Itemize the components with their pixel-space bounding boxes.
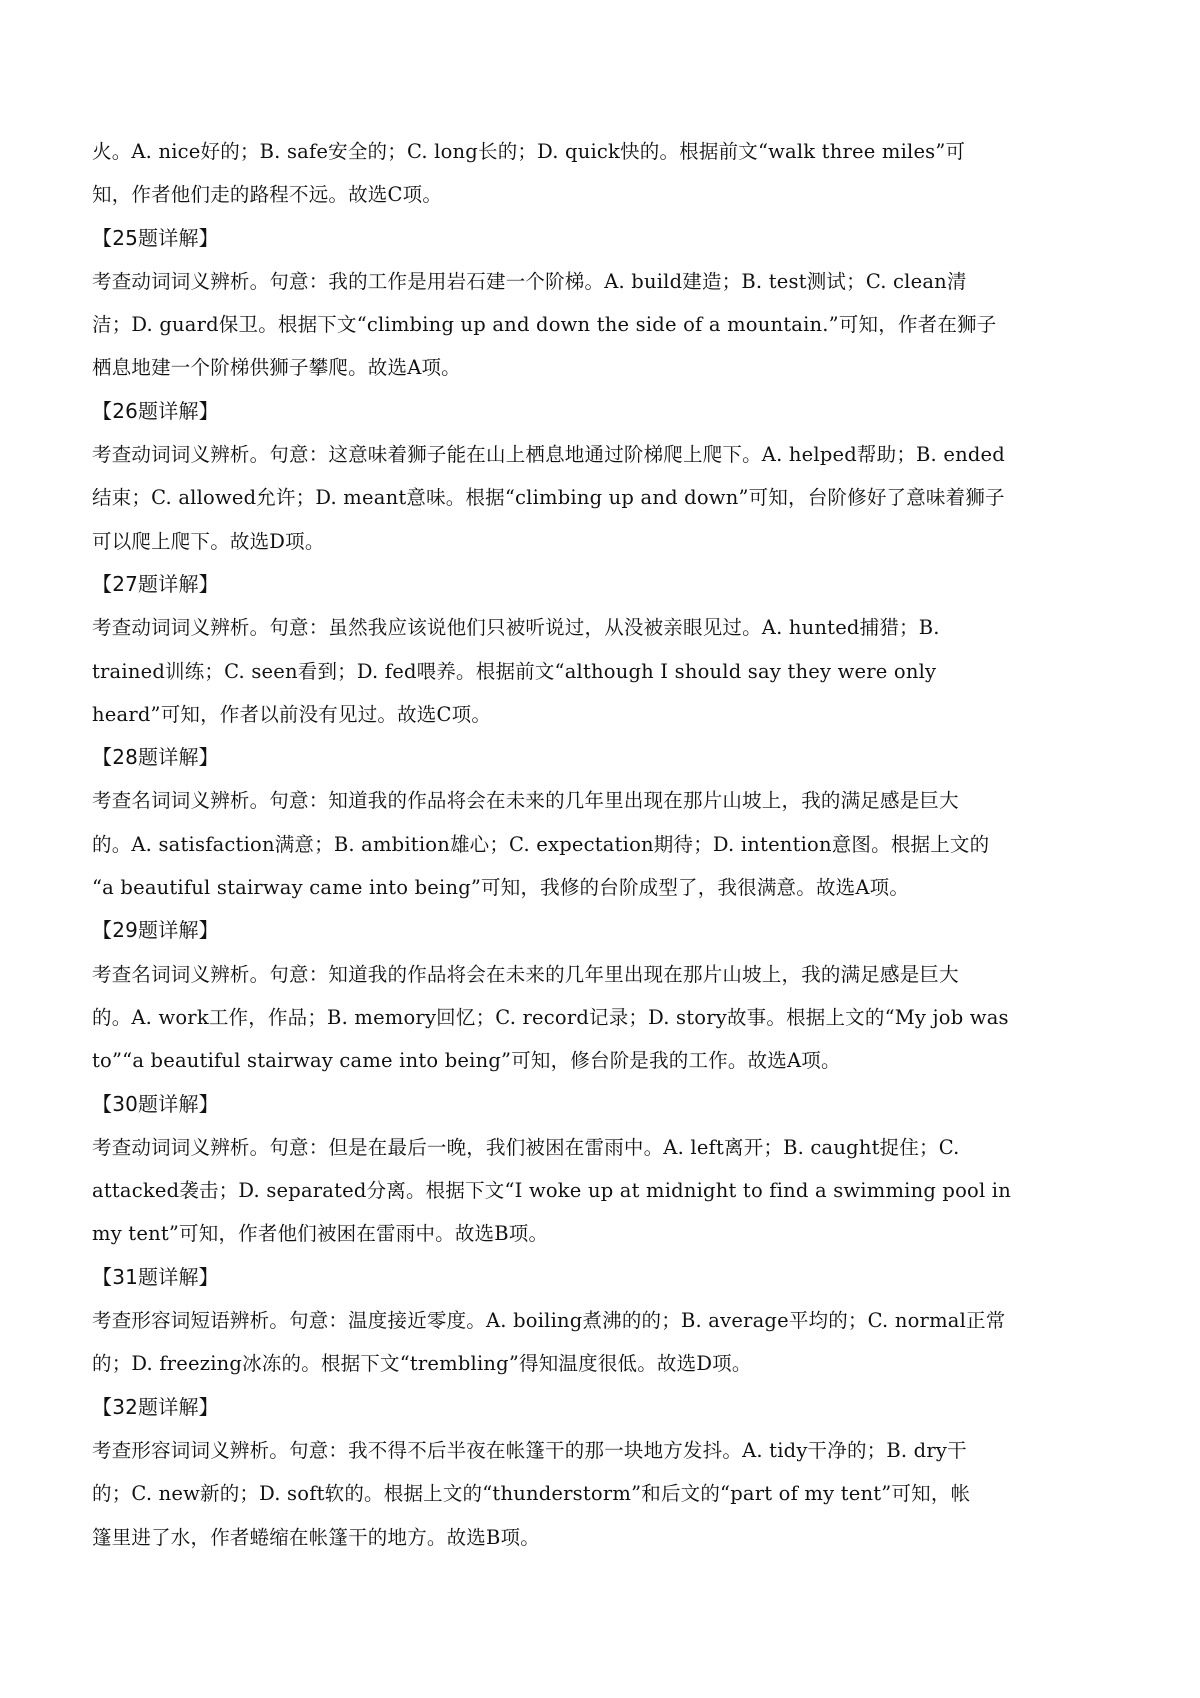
section-heading: 【31题详解】 <box>92 1264 219 1289</box>
answer-explanations <box>92 130 1122 1559</box>
paragraph-line: 考查形容词词义辨析。句意：我不得不后半夜在帐篷干的那一块地方发抖。A. tidy干净的；B. dry干 <box>92 1438 967 1462</box>
paragraph-line: 考查动词词义辨析。句意：但是在最后一晚，我们被困在雷雨中。A. left离开；B. caught捉住；C. <box>92 1135 960 1159</box>
paragraph-line: “a beautiful stairway came into being”可知，我修的台阶成型了，我很满意。故选A项。 <box>92 876 910 900</box>
paragraph-line: 的；D. freezing冰冻的。根据下文“trembling”得知温度很低。故选D项。 <box>92 1352 752 1376</box>
paragraph-line: 考查形容词短语辨析。句意：温度接近零度。A. boiling煮沸的的；B. average平均的；C. normal正常 <box>92 1309 1006 1333</box>
paragraph-line: 火。A. nice好的；B. safe安全的；C. long长的；D. quick快的。根据前文“walk three miles”可 <box>92 140 966 163</box>
paragraph-line: 的；C. new新的；D. soft软的。根据上文的“thunderstorm”和后文的“part of my tent”可知，帐 <box>92 1482 971 1506</box>
paragraph-line: my tent”可知，作者他们被困在雷雨中。故选B项。 <box>92 1222 549 1246</box>
paragraph-line: 栖息地建一个阶梯供狮子攀爬。故选A项。 <box>92 356 461 380</box>
paragraph-line: 知，作者他们走的路程不远。故选C项。 <box>92 183 443 207</box>
section-heading: 【26题详解】 <box>92 398 219 423</box>
paragraph-line: trained训练；C. seen看到；D. fed喂养。根据前文“although I should say they were only <box>92 659 937 683</box>
section-heading: 【32题详解】 <box>92 1394 219 1419</box>
paragraph-line: 篷里进了水，作者蜷缩在帐篷干的地方。故选B项。 <box>92 1525 540 1549</box>
paragraph-line: to”“a beautiful stairway came into being”可知，修台阶是我的工作。故选A项。 <box>92 1049 841 1073</box>
paragraph-line: 可以爬上爬下。故选D项。 <box>92 529 325 553</box>
section-heading: 【29题详解】 <box>92 918 219 943</box>
paragraph-line: 的。A. satisfaction满意；B. ambition雄心；C. expectation期待；D. intention意图。根据上文的 <box>92 832 990 856</box>
section-heading: 【25题详解】 <box>92 225 219 250</box>
section-heading: 【28题详解】 <box>92 745 219 770</box>
paragraph-line: 考查动词词义辨析。句意：虽然我应该说他们只被听说过，从没被亲眼见过。A. hunted捕猎；B. <box>92 616 940 640</box>
section-heading: 【30题详解】 <box>92 1091 219 1116</box>
paragraph-line: 考查名词词义辨析。句意：知道我的作品将会在未来的几年里出现在那片山坡上，我的满足感是巨大 <box>92 962 959 986</box>
paragraph-line: 的。A. work工作，作品；B. memory回忆；C. record记录；D. story故事。根据上文的“My job was <box>92 1005 1009 1029</box>
paragraph-line: 考查动词词义辨析。句意：我的工作是用岩石建一个阶梯。A. build建造；B. test测试；C. clean清 <box>92 269 967 293</box>
paragraph-line: 结束；C. allowed允许；D. meant意味。根据“climbing up and down”可知，台阶修好了意味着狮子 <box>92 486 1005 510</box>
paragraph-line: 洁；D. guard保卫。根据下文“climbing up and down the side of a mountain.”可知，作者在狮子 <box>92 313 997 337</box>
paragraph-line: heard”可知，作者以前没有见过。故选C项。 <box>92 702 492 726</box>
paragraph-line: attacked袭击；D. separated分离。根据下文“I woke up at midnight to find a swimming pool in <box>92 1179 1011 1203</box>
paragraph-line: 考查动词词义辨析。句意：这意味着狮子能在山上栖息地通过阶梯爬上爬下。A. helped帮助；B. ended <box>92 443 1005 467</box>
section-heading: 【27题详解】 <box>92 571 219 596</box>
paragraph-line: 考查名词词义辨析。句意：知道我的作品将会在未来的几年里出现在那片山坡上，我的满足感是巨大 <box>92 789 959 813</box>
